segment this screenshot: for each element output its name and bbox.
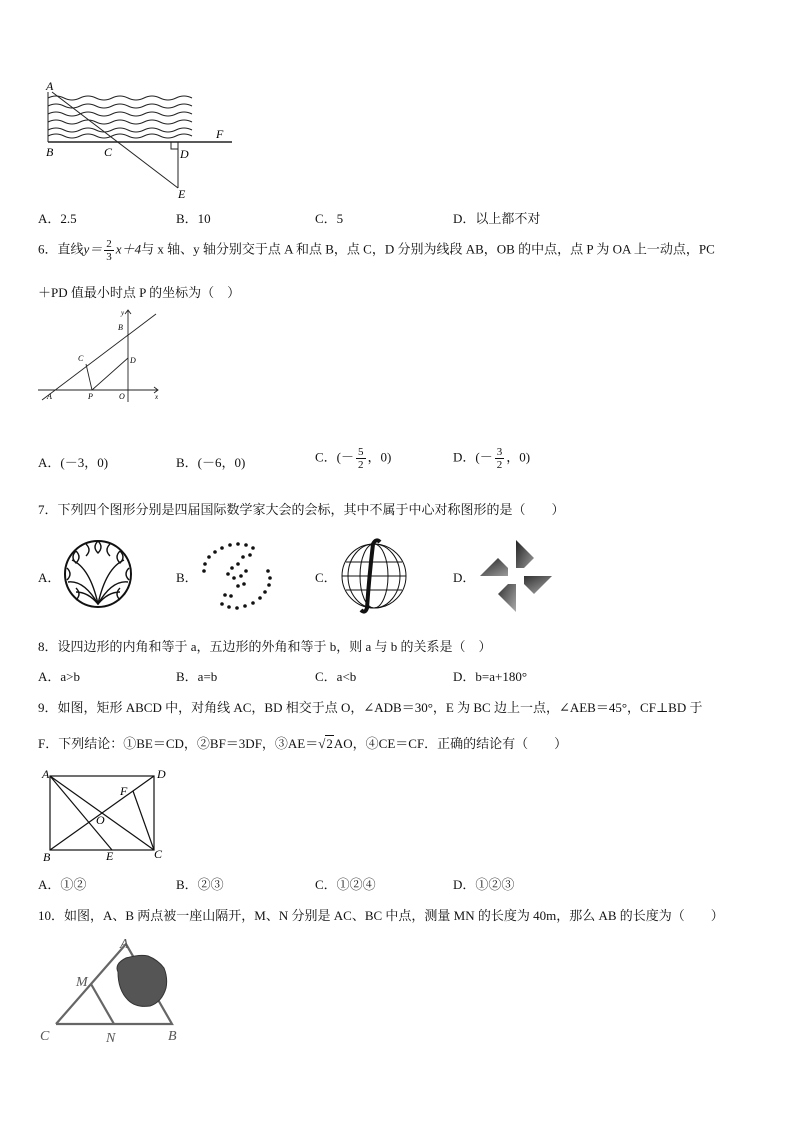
- q6-eq-rest: x＋4: [115, 241, 142, 257]
- q9-line2-pre: F．下列结论：①BE＝CD，②BF＝3DF，③AE＝: [38, 736, 319, 751]
- q6-option-d-post: ，0): [506, 449, 531, 465]
- q9-fig-label-d: D: [157, 767, 166, 781]
- q10-stem: 10．如图，A、B 两点被一座山隔开，M、N 分别是 AC、BC 中点，测量 MN 的长度为 40m，那么 AB 的长度为（ ）: [38, 908, 724, 923]
- q6-suffix: 与 x 轴、y 轴分别交于点 A 和点 B，点 C，D 分别为线段 AB，OB 的中点，点 P 为 OA 上一动点，PC: [141, 241, 715, 257]
- q6-fig-label-y: y: [121, 309, 125, 317]
- q9-stem-line1: 9．如图，矩形 ABCD 中，对角线 AC，BD 相交于点 O，∠ADB＝30°，E 为 BC 边上一点，∠AEB＝45°，CF⊥BD 于: [38, 700, 703, 715]
- fig5-label-b: B: [46, 145, 54, 159]
- fig5-label-e: E: [178, 187, 186, 200]
- q5-option-d[interactable]: D．以上都不对: [453, 211, 541, 226]
- q7-option-c-label[interactable]: C．: [315, 570, 337, 585]
- q10-fig-label-c: C: [40, 1029, 50, 1044]
- fig5-label-f: F: [216, 127, 224, 141]
- q10-fig-label-b: B: [168, 1029, 177, 1044]
- q6-option-c-den: 2: [358, 459, 364, 471]
- q7-logo-b: [198, 540, 276, 612]
- q6-option-d-den: 2: [496, 459, 503, 471]
- q9-option-c[interactable]: C．①②④: [315, 877, 376, 892]
- q8-option-c[interactable]: C．a<b: [315, 669, 357, 684]
- q7-option-a-label[interactable]: A．: [38, 570, 61, 585]
- q8-option-d[interactable]: D．b=a+180°: [453, 669, 528, 684]
- q9-option-a[interactable]: A．①②: [38, 877, 87, 892]
- q7-stem: 7．下列四个图形分别是四届国际数学家大会的会标，其中不属于中心对称图形的是（ ）: [38, 502, 565, 517]
- q9-fig-label-o: O: [96, 813, 105, 827]
- q5-figure: [40, 78, 240, 200]
- q9-option-b[interactable]: B．②③: [176, 877, 224, 892]
- fig5-label-a: A: [46, 79, 54, 93]
- q6-fig-label-d: D: [130, 356, 136, 365]
- q9-line2-sqrt: 2: [326, 736, 333, 751]
- q6-option-c-pre: C．(－: [315, 449, 355, 465]
- q9-fig-label-b: B: [43, 850, 51, 864]
- fig5-label-c: C: [104, 145, 113, 159]
- q6-option-c[interactable]: [315, 446, 391, 471]
- q8-option-a[interactable]: A．a>b: [38, 669, 80, 684]
- q9-fig-label-e: E: [106, 849, 114, 863]
- q5-option-a[interactable]: A．2.5: [38, 211, 77, 226]
- q6-eq-num: 2: [106, 238, 112, 250]
- q9-figure: [38, 764, 174, 864]
- q7-option-b-label[interactable]: B．: [176, 570, 198, 585]
- q6-stem-line2: ＋PD 值最小时点 P 的坐标为（ ）: [38, 285, 241, 300]
- q6-eq-y: y＝: [83, 241, 103, 257]
- q6-fig-label-a: A: [47, 392, 52, 401]
- q6-fig-label-x: x: [155, 393, 159, 401]
- q9-fig-label-c: C: [154, 847, 163, 861]
- q10-fig-label-n: N: [106, 1031, 116, 1046]
- q7-logo-c: [338, 538, 410, 614]
- q6-option-d-pre: D．(－: [453, 449, 493, 465]
- q6-fig-label-c: C: [78, 354, 84, 363]
- q6-fig-label-p: P: [88, 392, 93, 401]
- q7-logo-a: [62, 538, 134, 610]
- q6-eq-den: 3: [106, 251, 112, 263]
- sqrt-icon: √: [318, 736, 326, 751]
- q7-logo-d: [478, 538, 556, 616]
- q6-option-b[interactable]: B．(－6，0): [176, 455, 246, 470]
- q9-fig-label-a: A: [42, 767, 50, 781]
- q6-option-d[interactable]: [453, 446, 530, 471]
- q6-option-c-fraction: [356, 446, 366, 471]
- q6-fig-label-b: B: [118, 323, 123, 332]
- q10-fig-label-m: M: [76, 975, 88, 990]
- q8-option-b[interactable]: B．a=b: [176, 669, 218, 684]
- q6-eq-fraction: [104, 238, 114, 263]
- q6-option-c-num: 5: [358, 446, 364, 458]
- q6-fig-label-o: O: [119, 392, 125, 401]
- q9-fig-label-f: F: [120, 784, 128, 798]
- q7-option-d-label[interactable]: D．: [453, 570, 476, 585]
- q5-option-b[interactable]: B．10: [176, 211, 211, 226]
- q10-fig-label-a: A: [120, 937, 129, 952]
- q5-option-c[interactable]: C．5: [315, 211, 344, 226]
- q6-option-d-num: 3: [496, 446, 503, 458]
- q6-figure: [36, 306, 166, 406]
- q6-option-a[interactable]: A．(－3，0): [38, 455, 109, 470]
- q6-option-d-fraction: [495, 446, 505, 471]
- q9-option-d[interactable]: D．①②③: [453, 877, 515, 892]
- q9-stem-line2: [38, 733, 567, 752]
- q8-stem: 8．设四边形的内角和等于 a，五边形的外角和等于 b，则 a 与 b 的关系是（ ）: [38, 639, 492, 654]
- q9-line2-post: AO，④CE＝CF．正确的结论有（ ）: [333, 736, 568, 751]
- fig5-label-d: D: [180, 147, 189, 161]
- q6-prefix: 6．直线: [38, 241, 84, 257]
- q6-stem-line1: [38, 238, 715, 263]
- q6-option-c-post: ，0): [367, 449, 392, 465]
- q10-figure: [36, 934, 196, 1046]
